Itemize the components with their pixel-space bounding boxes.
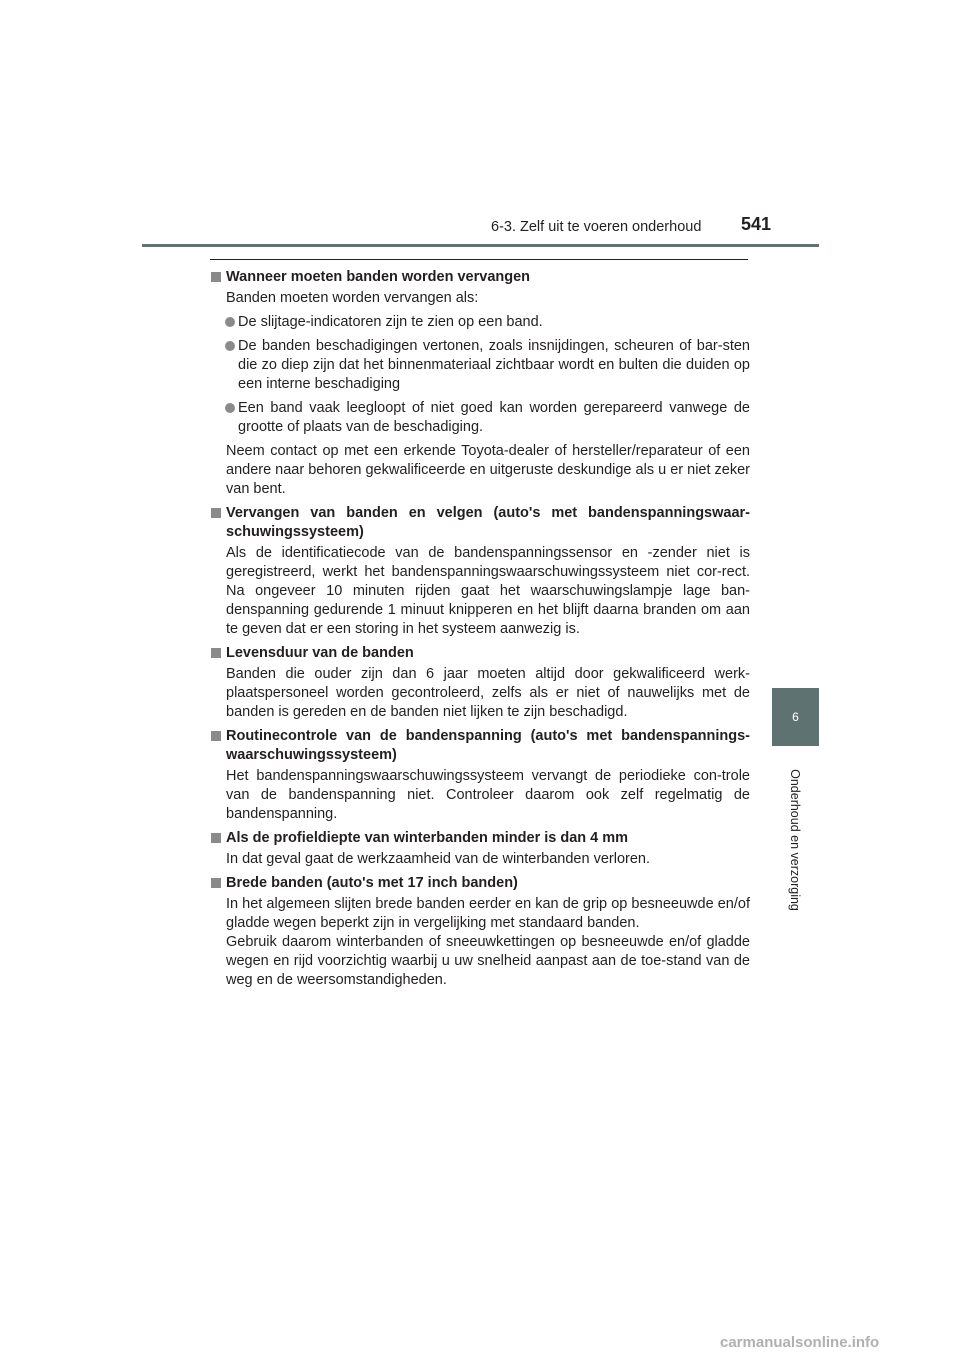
square-bullet-icon: [211, 731, 221, 741]
section-body: Het bandenspanningswaarschuwingssysteem vervangt de periodieke con-trole van de bandenspanning niet. Controleer daarom ook zelf regelmatig de bandenspanning.: [226, 768, 750, 822]
round-bullet-icon: [225, 317, 235, 327]
square-bullet-icon: [211, 648, 221, 658]
square-bullet-icon: [211, 508, 221, 518]
section-heading: Routinecontrole van de bandenspanning (auto's met bandenspannings-waarschuwingssysteem): [210, 727, 750, 765]
square-bullet-icon: [211, 272, 221, 282]
section-body: Gebruik daarom winterbanden of sneeuwkettingen op besneeuwde en/of gladde wegen en rijd voorzichtig waarbij u uw snelheid aanpast aan de toe-stand van de weg en de weersomstandigheden.: [226, 934, 750, 988]
section-heading: Wanneer moeten banden worden vervangen: [210, 268, 750, 287]
section-body: In dat geval gaat de werkzaamheid van de winterbanden verloren.: [226, 851, 650, 867]
chapter-tab: [772, 688, 819, 746]
header-rule: [142, 244, 819, 247]
section-body: In het algemeen slijten brede banden eerder en kan de grip op besneeuwde en/of gladde wegen beperkt zijn in vergelijking met standaard banden.: [226, 896, 750, 931]
list-item: Een band vaak leegloopt of niet goed kan worden gerepareerd vanwege de grootte of plaats van de beschadiging.: [210, 399, 750, 437]
list-item: De banden beschadigingen vertonen, zoals insnijdingen, scheuren of bar-sten die zo diep zijn dat het binnenmateriaal zichtbaar wordt en bulten die duiden op een interne beschadiging: [210, 337, 750, 394]
list-item: De slijtage-indicatoren zijn te zien op een band.: [210, 313, 750, 332]
section-heading: Brede banden (auto's met 17 inch banden): [210, 874, 750, 893]
page-content: [210, 263, 750, 990]
section-body: Banden die ouder zijn dan 6 jaar moeten altijd door gekwalificeerd werk-plaatspersoneel worden gecontroleerd, zelfs als er niet of nauwelijks met de banden is gereden en de banden niet lijken te zijn beschadigd.: [226, 666, 750, 720]
page-number: 541: [741, 214, 772, 234]
square-bullet-icon: [211, 878, 221, 888]
section-heading: Als de profieldiepte van winterbanden minder is dan 4 mm: [210, 829, 750, 848]
round-bullet-icon: [225, 403, 235, 413]
section-heading: Levensduur van de banden: [210, 644, 750, 663]
chapter-title: Onderhoud en verzorging: [788, 769, 802, 911]
watermark: carmanualsonline.info: [720, 1334, 880, 1351]
section-heading: Vervangen van banden en velgen (auto's met bandenspanningswaar-schuwingssysteem): [210, 504, 750, 542]
section-intro: Banden moeten worden vervangen als:: [226, 290, 479, 306]
running-header-section: 6-3. Zelf uit te voeren onderhoud: [491, 219, 702, 235]
section-outro: Neem contact op met een erkende Toyota-dealer of hersteller/reparateur of een andere naar behoren gekwalificeerde en uitgeruste deskundige als u er niet zeker van bent.: [226, 443, 750, 497]
round-bullet-icon: [225, 341, 235, 351]
square-bullet-icon: [211, 833, 221, 843]
section-body: Als de identificatiecode van de bandenspanningssensor en -zender niet is geregistreerd, werkt het bandenspanningswaarschuwingssysteem niet cor-rect. Na ongeveer 10 minuten rijden gaat het waarschuwingslampje lage ban-denspanning gedurende 1 minuut knipperen en het blijft daarna branden om aan te geven dat er een storing in het systeem aanwezig is.: [226, 545, 750, 637]
chapter-number: 6: [792, 710, 799, 724]
content-rule: [210, 259, 748, 260]
